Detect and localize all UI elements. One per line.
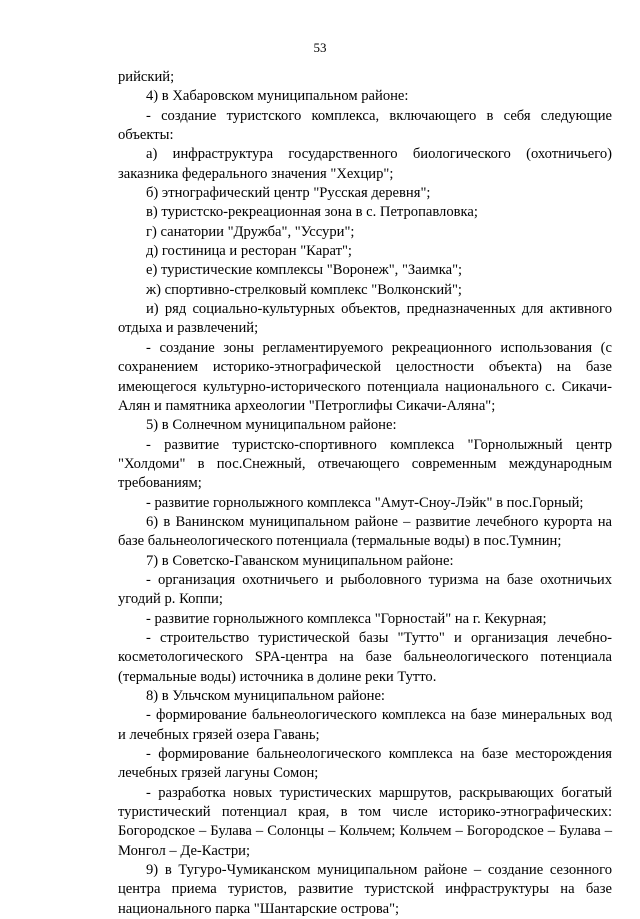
paragraph: 4) в Хабаровском муниципальном районе:: [146, 88, 409, 105]
paragraph: - формирование бальнеологического комплекса на базе минеральных вод и лечебных грязей озера Гавань;: [118, 707, 612, 743]
paragraph: д) гостиница и ресторан "Карат";: [146, 243, 352, 260]
paragraph: - развитие горнолыжного комплекса "Амут-Сноу-Лэйк" в пос.Горный;: [146, 494, 584, 511]
paragraph: 9) в Тугуро-Чумиканском муниципальном районе – создание сезонного центра приема туристов, развитие туристской инфраструктуры на базе национального парка "Шантарские острова";: [118, 862, 612, 917]
document-body: [118, 68, 612, 919]
paragraph: - строительство туристической базы "Тутто" и организация лечебно-косметологического SPA-центра на базе бальнеологического потенциала (термальные воды) источника в долине реки Тутто.: [118, 629, 612, 685]
paragraph: а) инфраструктура государственного биологического (охотничьего) заказника федерального значения "Хехцир";: [118, 146, 612, 182]
paragraph: г) санатории "Дружба", "Уссури";: [146, 223, 355, 240]
paragraph: 6) в Ванинском муниципальном районе – развитие лечебного курорта на базе бальнеологического потенциала (термальные воды) в пос.Тумнин;: [118, 513, 612, 550]
paragraph: 5) в Солнечном муниципальном районе:: [146, 417, 397, 434]
page-number: 53: [313, 40, 327, 55]
paragraph: 7) в Советско-Гаванском муниципальном районе:: [146, 552, 454, 569]
paragraph: б) этнографический центр "Русская деревня";: [146, 185, 431, 202]
paragraph: - развитие горнолыжного комплекса "Горностай" на г. Кекурная;: [146, 610, 547, 627]
paragraph: и) ряд социально-культурных объектов, предназначенных для активного отдыха и развлечений;: [118, 301, 612, 337]
paragraph: рийский;: [118, 69, 175, 85]
paragraph: ж) спортивно-стрелковый комплекс "Волконский";: [146, 281, 462, 298]
paragraph: - создание туристского комплекса, включающего в себя следующие объекты:: [118, 107, 612, 144]
paragraph: - формирование бальнеологического комплекса на базе месторождения лечебных грязей лагуны Сомон;: [118, 746, 612, 782]
paragraph: е) туристические комплексы "Воронеж", "Заимка";: [146, 262, 463, 279]
paragraph: - создание зоны регламентируемого рекреационного использования (с сохранением историко-этнографической целостности объекта) на базе имеющегося культурно-исторического потенциала национального с. Сикачи-Алян и памятника археологии "Петроглифы Сикачи-Аляна";: [118, 339, 612, 414]
paragraph: - организация охотничьего и рыболовного туризма на базе охотничьих угодий р. Коппи;: [118, 571, 612, 608]
paragraph: 8) в Ульчском муниципальном районе:: [146, 688, 385, 704]
paragraph: в) туристско-рекреационная зона в с. Петропавловка;: [146, 204, 478, 221]
paragraph: - развитие туристско-спортивного комплекса "Горнолыжный центр "Холдоми" в пос.Снежный, отвечающего современным международным требованиям;: [118, 436, 612, 492]
paragraph: - разработка новых туристических маршрутов, раскрывающих богатый туристический потенциал края, в том числе историко-этнографических: Богородское – Булава – Солонцы – Кольчем; Кольчем – Богородское – Булава – Монгол – Де-Кастри;: [118, 784, 612, 859]
